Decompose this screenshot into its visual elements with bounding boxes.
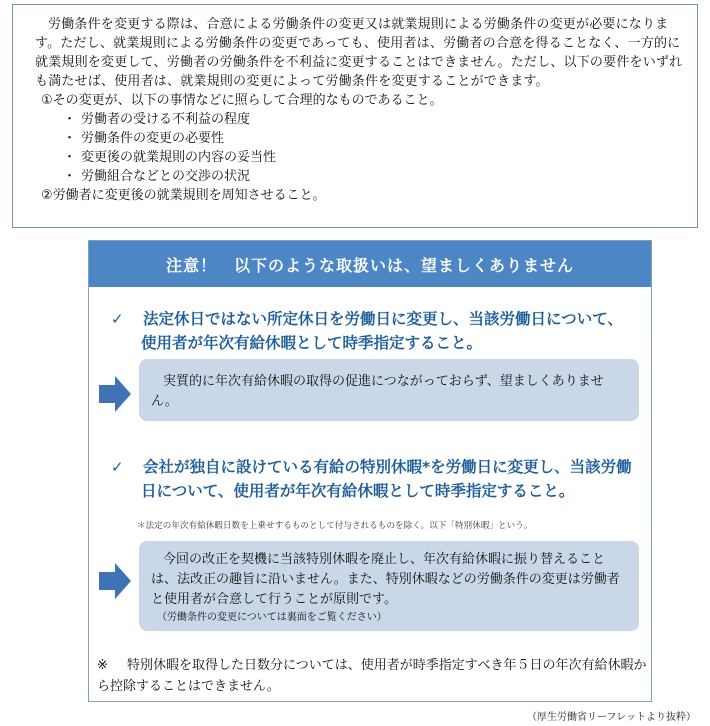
caution-header: 注意！ 以下のような取扱いは、望ましくありません (89, 241, 651, 287)
requirement-1-bullets (35, 110, 683, 186)
item2-heading: 会社が独自に設けている有給の特別休暇*を労働日に変更し、当該労働日について、使用者が年次有給休暇として時季指定すること。 (141, 458, 632, 500)
special-leave-note: ＊法定の年次有給休暇日数を上乗せするものとして付与されるものを除く。以下「特別休暇」という。 (137, 521, 533, 531)
item2-callout (139, 541, 639, 631)
requirement-2: ②労働者に変更後の就業規則を周知させること。 (41, 188, 326, 203)
intro-paragraph: 労働条件を変更する際は、合意による労働条件の変更又は就業規則による労働条件の変更が必要になります。ただし、就業規則による労働条件の変更であっても、使用者は、労働者の合意を得ることなく、一方的に就業規則を変更して、労働者の労働条件を不利益に変更することはできません。ただし、以下の要件をいずれも満たせば、使用者は、就業規則の変更によって労働条件を変更することができます。 (35, 17, 683, 89)
footnote-text: 特別休暇を取得した日数分については、使用者が時季指定すべき年５日の年次有給休暇から控除することはできません。 (97, 658, 647, 694)
item2-callout-text: 今回の改正を契機に当該特別休暇を廃止し、年次有給休暇に振り替えることは、法改正の趣旨に沿いません。また、特別休暇などの労働条件の変更は労働者と使用者が合意して行うことが原則です。 (151, 552, 620, 607)
requirement-1: ①その変更が、以下の事情などに照らして合理的なものであること。 (41, 93, 443, 108)
check-icon: ✓ (111, 458, 124, 476)
check-icon: ✓ (111, 310, 124, 328)
bullet-item: ・ 労働条件の変更の必要性 (67, 129, 683, 148)
footnote-mark: ※ (97, 658, 108, 673)
working-conditions-box (12, 4, 698, 228)
bullet-item: ・ 労働者の受ける不利益の程度 (67, 110, 683, 129)
source-citation: （厚生労働省リーフレットより抜粋） (527, 712, 696, 723)
item2-callout-subnote: （労働条件の変更については裏面をご覧ください） (157, 612, 387, 623)
arrow-right-icon (99, 376, 131, 412)
bullet-item: ・ 変更後の就業規則の内容の妥当性 (67, 148, 683, 167)
footnote (97, 655, 647, 697)
item2-heading-block (111, 455, 635, 503)
bullet-item: ・ 労働組合などとの交渉の状況 (67, 167, 683, 186)
caution-box (88, 240, 652, 702)
item1-callout-text: 実質的に年次有給休暇の取得の促進につながっておらず、望ましくありません。 (151, 374, 604, 409)
item1-callout (139, 359, 639, 421)
arrow-right-icon (99, 563, 131, 599)
item1-heading-block (111, 307, 635, 355)
item1-heading: 法定休日ではない所定休日を労働日に変更し、当該労働日について、使用者が年次有給休暇として時季指定すること。 (141, 310, 623, 352)
